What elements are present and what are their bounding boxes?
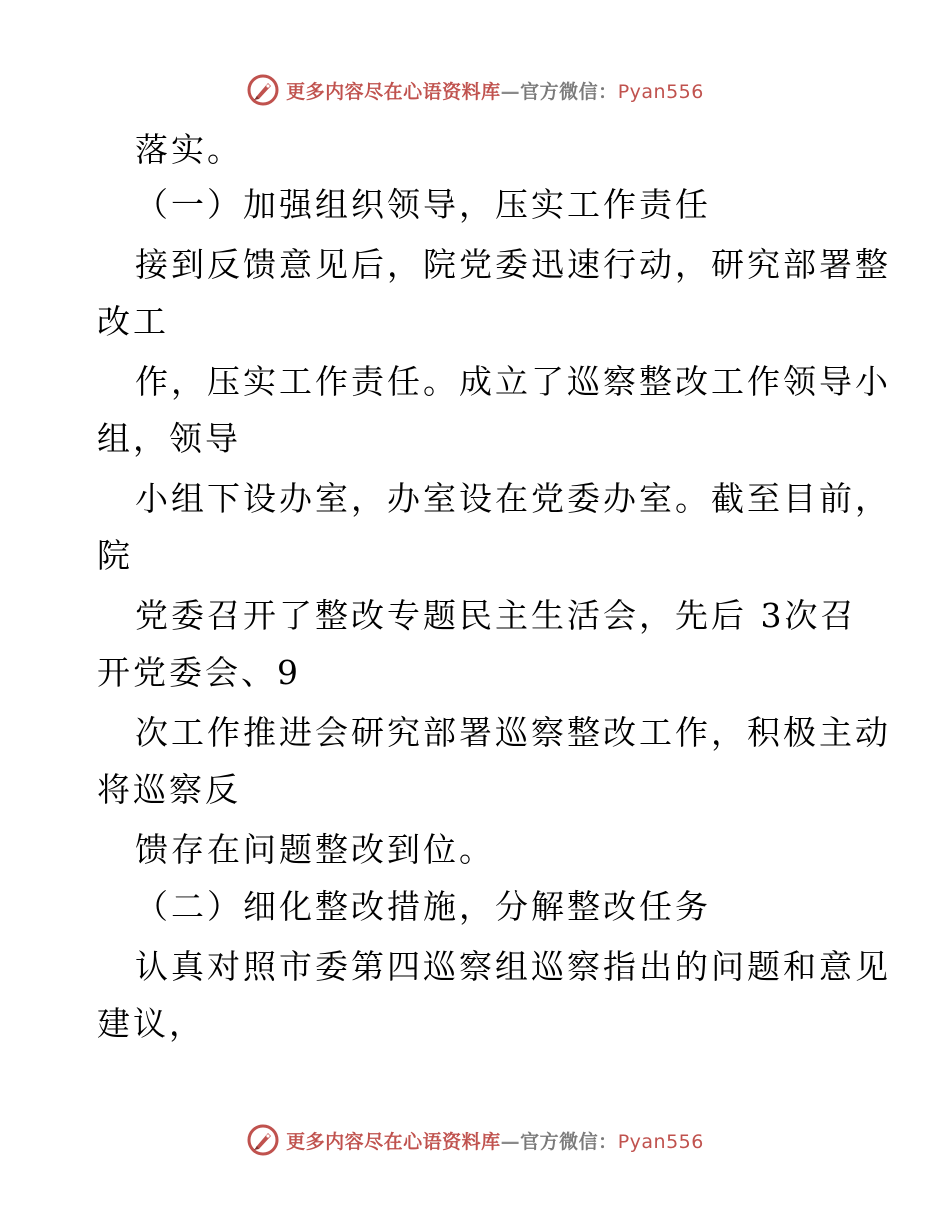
header-separator: — (500, 80, 521, 103)
header-text (286, 77, 704, 104)
body-line: 馈存在问题整改到位。 (135, 830, 495, 869)
body-line: 作，压实工作责任。成立了巡察整改工作领导小 (135, 362, 891, 401)
pen-nib-logo-icon (246, 73, 280, 107)
header-brand: 更多内容尽在心语资料库 (286, 80, 501, 103)
section-heading: （一）加强组织领导，压实工作责任 (135, 185, 711, 224)
footer-wechat-label: 官方微信： (520, 1130, 618, 1153)
header-wechat-label: 官方微信： (520, 80, 618, 103)
footer-brand: 更多内容尽在心语资料库 (286, 1130, 501, 1153)
body-line: 党委召开了整改专题民主生活会，先后 3次召 (135, 596, 857, 635)
section-heading: （二）细化整改措施，分解整改任务 (135, 887, 711, 926)
body-line: 接到反馈意见后，院党委迅速行动，研究部署整 (135, 245, 891, 284)
body-line: 将巡察反 (97, 770, 241, 809)
body-line: 小组下设办室，办室设在党委办室。截至目前， (135, 479, 891, 518)
body-line: 落实。 (135, 130, 243, 169)
pen-nib-logo-icon (246, 1123, 280, 1157)
footer-banner (0, 1120, 950, 1160)
footer-wechat-handle: Pyan556 (617, 1130, 704, 1153)
body-line: 建议， (97, 1004, 205, 1043)
body-line: 开党委会、9 (97, 653, 301, 692)
header-wechat-handle: Pyan556 (617, 80, 704, 103)
body-line: 次工作推进会研究部署巡察整改工作，积极主动 (135, 713, 891, 752)
body-line: 组，领导 (97, 419, 241, 458)
header-banner (0, 70, 950, 110)
body-line: 认真对照市委第四巡察组巡察指出的问题和意见 (135, 947, 891, 986)
body-line: 院 (97, 536, 133, 575)
footer-text (286, 1127, 704, 1154)
body-line: 改工 (97, 302, 169, 341)
footer-separator: — (500, 1130, 521, 1153)
